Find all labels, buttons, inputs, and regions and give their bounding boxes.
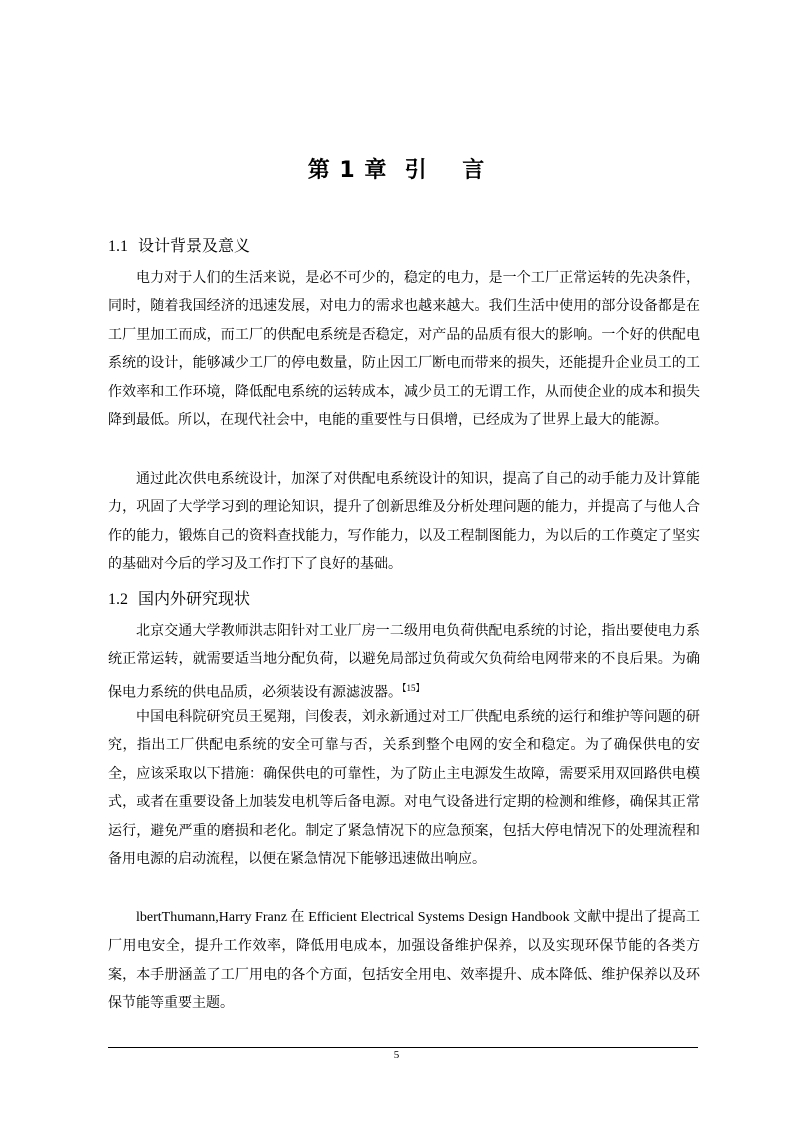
- section-number: 1.1: [108, 238, 128, 255]
- body-paragraph: 中国电科院研究员王冕翔，闫俊表，刘永新通过对工厂供配电系统的运行和维护等问题的研究，指出工厂供配电系统的安全可靠与否，关系到整个电网的安全和稳定。为了确保供电的安全，应该采取以下措施：确保供电的可靠性，为了防止主电源发生故障，需要采用双回路供电模式，或者在重要设备上加装发电机等后备电源。对电气设备进行定期的检测和维修，确保其正常运行，避免严重的磨损和老化。制定了紧急情况下的应急预案，包括大停电情况下的处理流程和备用电源的启动流程，以便在紧急情况下能够迅速做出响应。: [108, 709, 700, 868]
- body-paragraph: 电力对于人们的生活来说，是必不可少的，稳定的电力，是一个工厂正常运转的先决条件，同时，随着我国经济的迅速发展，对电力的需求也越来越大。我们生活中使用的部分设备都是在工厂里加工而成，而工厂的供配电系统是否稳定，对产品的品质有很大的影响。一个好的供配电系统的设计，能够减少工厂的停电数量，防止因工厂断电而带来的损失，还能提升企业员工的工作效率和工作环境，降低配电系统的运转成本，减少员工的无谓工作，从而使企业的成本和损失降到最低。所以，在现代社会中，电能的重要性与日俱增，已经成为了世界上最大的能源。: [108, 270, 700, 429]
- citation-marker: 【15】: [402, 682, 425, 693]
- section-title: 设计背景及意义: [138, 236, 251, 255]
- body-paragraph: 通过此次供电系统设计，加深了对供配电系统设计的知识，提高了自己的动手能力及计算能力，巩固了大学学习到的理论知识，提升了创新思维及分析处理问题的能力，并提高了与他人合作的能力，锻炼自己的资料查找能力，写作能力，以及工程制图能力，为以后的工作奠定了坚实的基础对今后的学习及工作打下了良好的基础。: [108, 471, 700, 573]
- paragraph-text: 出了提高工厂用电安全，提升工作效率，降低用电成本，加强设备维护保养，以及实现环保节能的各类方案，本手册涵盖了工厂用电的各个方面，包括安全用电、效率提升、成本降低、维护保养以及环保节能等重要主题。: [108, 909, 700, 1012]
- paragraph-lead: lbertThumann,Harry Franz 在 Efficient Electrical Systems Design Handbook 文献中提: [136, 910, 630, 925]
- paragraph-text: 北京交通大学教师洪志阳针对工业厂房一二级用电负荷供配电系统的讨论，指出要使电力系统正常运转，就需要适当地分配负荷，以避免局部过负荷或欠负荷给电网带来的不良后果。为确保电力系统的供电品质，必须装设有源滤波器。: [108, 623, 700, 701]
- section-title: 国内外研究现状: [138, 589, 251, 608]
- section-heading: [108, 233, 250, 256]
- chapter-title: 第 1 章 引 言: [307, 158, 486, 183]
- section-number: 1.2: [108, 591, 128, 608]
- body-paragraph: [108, 617, 700, 707]
- footer-rule: [108, 1047, 698, 1048]
- page-number: 5: [393, 1049, 400, 1061]
- section-heading: [108, 586, 250, 609]
- body-paragraph: [108, 903, 700, 1018]
